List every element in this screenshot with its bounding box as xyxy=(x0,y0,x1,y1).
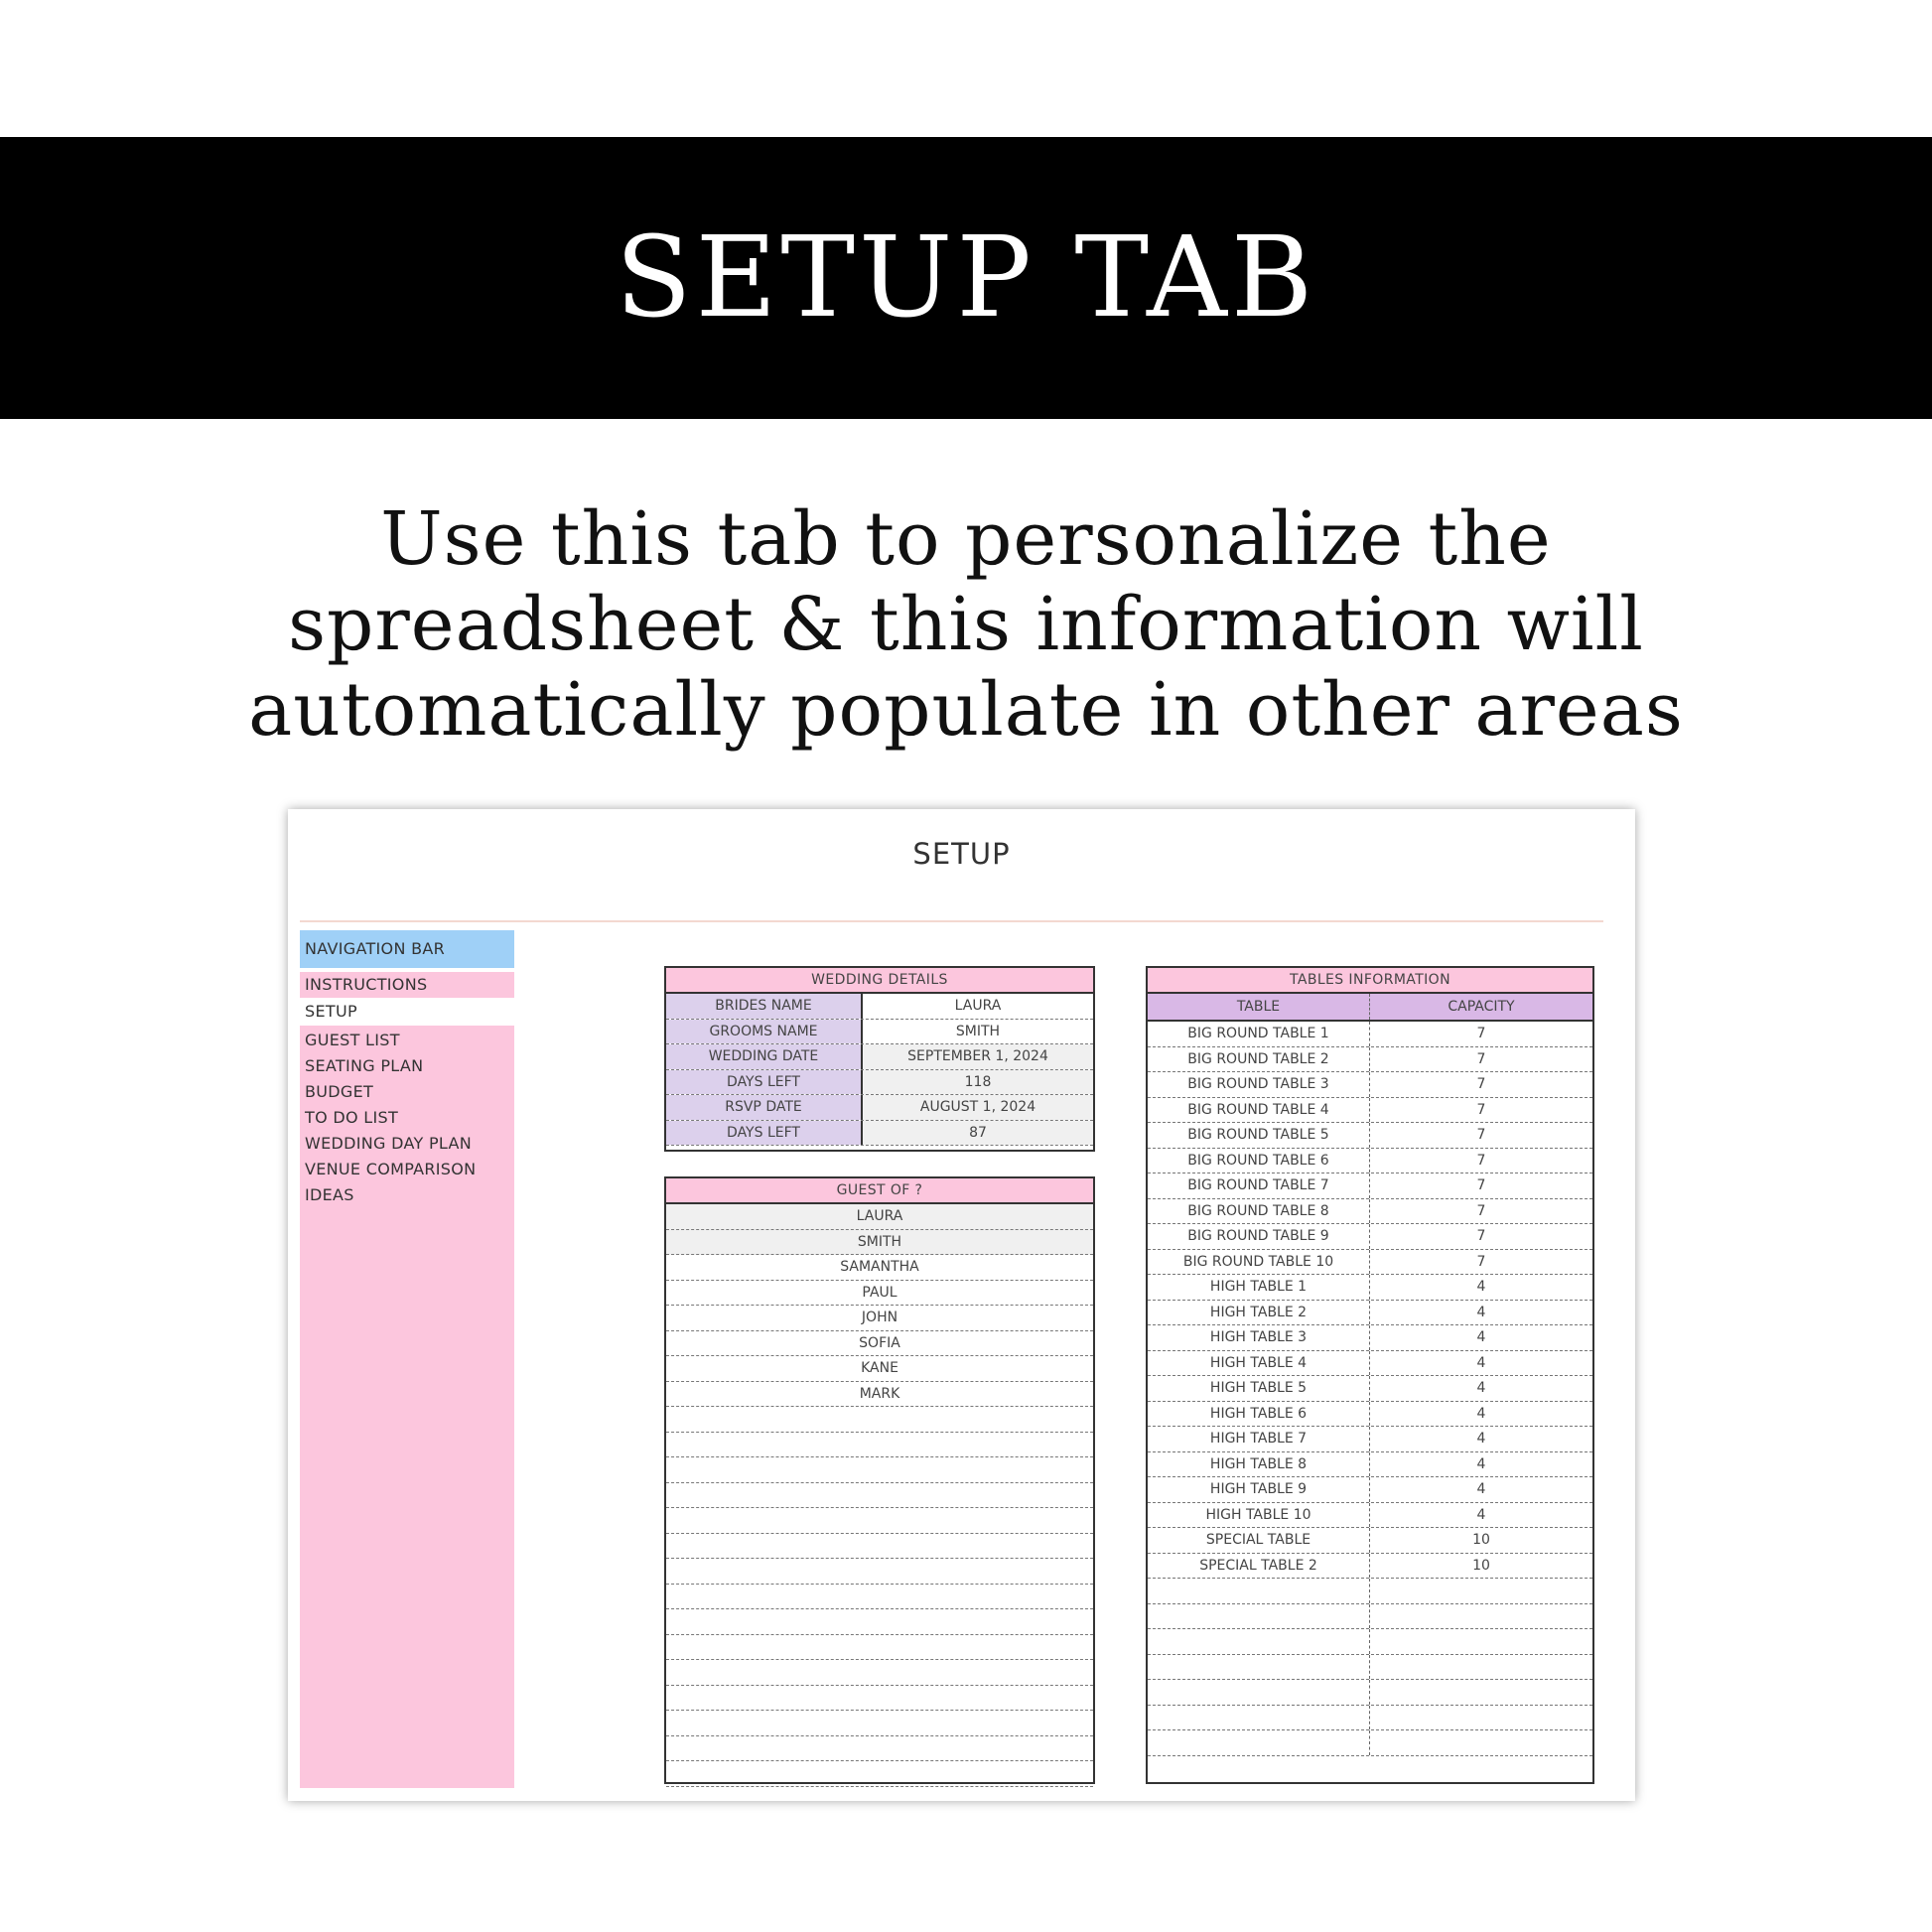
table-name-cell[interactable]: HIGH TABLE 3 xyxy=(1148,1325,1370,1350)
table-row xyxy=(666,1559,1093,1585)
guest-cell[interactable]: SMITH xyxy=(857,1233,902,1250)
table-row xyxy=(1148,1655,1592,1681)
table-name-cell[interactable]: HIGH TABLE 6 xyxy=(1148,1402,1370,1427)
table-name-cell[interactable] xyxy=(1148,1706,1370,1730)
capacity-cell[interactable]: 4 xyxy=(1476,1279,1486,1295)
detail-value-cell[interactable]: AUGUST 1, 2024 xyxy=(863,1095,1093,1120)
table-row xyxy=(1148,1427,1592,1452)
table-row xyxy=(666,1483,1093,1509)
guest-cell[interactable]: SOFIA xyxy=(859,1334,900,1351)
table-name-cell[interactable] xyxy=(1148,1604,1370,1629)
capacity-cell[interactable]: 4 xyxy=(1476,1455,1486,1472)
nav-item-wedding-day-plan[interactable]: WEDDING DAY PLAN xyxy=(305,1134,472,1153)
table-row xyxy=(1148,1680,1592,1706)
nav-item-setup[interactable]: SETUP xyxy=(300,998,514,1026)
capacity-cell[interactable]: 7 xyxy=(1476,1127,1486,1143)
nav-item-to-do-list[interactable]: TO DO LIST xyxy=(305,1108,399,1127)
guest-cell[interactable] xyxy=(666,1686,1093,1711)
table-name-cell[interactable]: BIG ROUND TABLE 9 xyxy=(1148,1224,1370,1249)
table-row xyxy=(666,1095,1093,1121)
table-name-cell[interactable]: BIG ROUND TABLE 6 xyxy=(1148,1149,1370,1173)
guest-cell[interactable]: LAURA xyxy=(856,1208,903,1224)
table-row xyxy=(1148,1376,1592,1402)
guest-of-table xyxy=(664,1176,1095,1784)
table-name-cell[interactable] xyxy=(1148,1655,1370,1680)
guest-cell[interactable]: KANE xyxy=(861,1360,898,1376)
table-name-cell[interactable]: HIGH TABLE 2 xyxy=(1148,1301,1370,1325)
detail-value-cell[interactable]: SMITH xyxy=(955,1023,1001,1039)
table-row xyxy=(666,1255,1093,1281)
nav-item-instructions[interactable]: INSTRUCTIONS xyxy=(300,972,514,998)
table-row xyxy=(1148,1199,1592,1225)
guest-cell[interactable] xyxy=(666,1609,1093,1634)
table-name-cell[interactable] xyxy=(1148,1579,1370,1603)
nav-item-budget[interactable]: BUDGET xyxy=(305,1082,374,1101)
table-row xyxy=(1148,1250,1592,1276)
table-row xyxy=(666,1044,1093,1070)
wedding-details-table xyxy=(664,966,1095,1152)
guest-cell[interactable]: MARK xyxy=(859,1385,900,1402)
capacity-cell[interactable] xyxy=(1370,1629,1592,1654)
table-row xyxy=(1148,1173,1592,1199)
table-row xyxy=(666,1331,1093,1357)
nav-item-guest-list[interactable]: GUEST LIST xyxy=(305,1031,400,1049)
table-row xyxy=(1148,1301,1592,1326)
tables-information-header: TABLES INFORMATION xyxy=(1148,968,1592,994)
guest-cell[interactable] xyxy=(666,1761,1093,1786)
detail-value-cell[interactable]: LAURA xyxy=(954,998,1002,1014)
table-row xyxy=(1148,1528,1592,1554)
divider xyxy=(300,920,1603,922)
table-row xyxy=(666,1635,1093,1661)
table-name-cell[interactable]: BIG ROUND TABLE 4 xyxy=(1148,1098,1370,1123)
guest-of-header: GUEST OF ? xyxy=(666,1178,1093,1204)
guest-cell[interactable] xyxy=(666,1711,1093,1735)
capacity-cell[interactable]: 7 xyxy=(1476,1101,1486,1118)
nav-item-seating-plan[interactable]: SEATING PLAN xyxy=(305,1056,424,1075)
table-row xyxy=(666,1609,1093,1635)
table-row xyxy=(666,1407,1093,1433)
capacity-cell[interactable]: 7 xyxy=(1476,1026,1486,1041)
capacity-cell[interactable]: 10 xyxy=(1472,1557,1490,1574)
table-row xyxy=(666,1382,1093,1408)
detail-label: BRIDES NAME xyxy=(666,994,863,1019)
table-row xyxy=(666,1736,1093,1762)
capacity-cell[interactable] xyxy=(1370,1604,1592,1629)
table-row xyxy=(666,1457,1093,1483)
capacity-cell[interactable]: 7 xyxy=(1476,1152,1486,1169)
tables-information-table xyxy=(1146,966,1594,1784)
table-row xyxy=(1148,1275,1592,1301)
table-row xyxy=(1148,1123,1592,1149)
guest-cell[interactable] xyxy=(666,1407,1093,1432)
table-row xyxy=(1148,1604,1592,1630)
nav-header: NAVIGATION BAR xyxy=(300,930,514,968)
table-row xyxy=(1148,1706,1592,1731)
guest-cell[interactable] xyxy=(666,1660,1093,1685)
table-row xyxy=(1148,1629,1592,1655)
table-row xyxy=(666,1020,1093,1045)
table-row xyxy=(666,994,1093,1020)
title-banner xyxy=(0,137,1932,419)
guest-cell[interactable]: SAMANTHA xyxy=(840,1259,919,1275)
detail-value-cell[interactable]: 87 xyxy=(863,1121,1093,1146)
guest-cell[interactable] xyxy=(666,1508,1093,1533)
detail-value-cell[interactable]: SEPTEMBER 1, 2024 xyxy=(863,1044,1093,1069)
wedding-details-header: WEDDING DETAILS xyxy=(666,968,1093,994)
banner-title: SETUP TAB xyxy=(615,213,1317,343)
table-row xyxy=(1148,1072,1592,1098)
detail-label: GROOMS NAME xyxy=(666,1020,863,1044)
capacity-cell[interactable]: 4 xyxy=(1476,1329,1486,1345)
table-row xyxy=(666,1508,1093,1534)
subtitle-line: automatically populate in other areas xyxy=(248,667,1684,753)
guest-cell[interactable] xyxy=(666,1483,1093,1508)
spreadsheet-screenshot xyxy=(288,809,1635,1801)
table-name-cell[interactable]: SPECIAL TABLE 2 xyxy=(1148,1554,1370,1579)
capacity-cell[interactable]: 4 xyxy=(1476,1304,1486,1320)
table-name-cell[interactable]: HIGH TABLE 10 xyxy=(1148,1503,1370,1528)
table-row xyxy=(1148,1579,1592,1604)
column-header-table: TABLE xyxy=(1148,994,1370,1020)
table-name-cell[interactable]: BIG ROUND TABLE 7 xyxy=(1148,1173,1370,1198)
table-row xyxy=(1148,1022,1592,1047)
guest-cell[interactable] xyxy=(666,1559,1093,1584)
capacity-cell[interactable]: 7 xyxy=(1476,1177,1486,1193)
capacity-cell[interactable] xyxy=(1370,1579,1592,1603)
nav-item-venue-comparison[interactable]: VENUE COMPARISON xyxy=(305,1160,477,1178)
table-name-cell[interactable] xyxy=(1148,1629,1370,1654)
table-row xyxy=(666,1433,1093,1458)
table-row xyxy=(1148,1730,1592,1756)
table-name-cell[interactable]: BIG ROUND TABLE 10 xyxy=(1148,1250,1370,1275)
table-row xyxy=(666,1761,1093,1787)
capacity-cell[interactable]: 4 xyxy=(1476,1354,1486,1371)
table-name-cell[interactable]: BIG ROUND TABLE 1 xyxy=(1148,1022,1370,1046)
table-name-cell[interactable]: BIG ROUND TABLE 2 xyxy=(1148,1047,1370,1072)
table-row xyxy=(1148,1351,1592,1377)
table-row xyxy=(666,1534,1093,1560)
capacity-cell[interactable]: 4 xyxy=(1476,1506,1486,1523)
table-name-cell[interactable]: HIGH TABLE 4 xyxy=(1148,1351,1370,1376)
guest-cell[interactable] xyxy=(666,1736,1093,1761)
capacity-cell[interactable] xyxy=(1370,1655,1592,1680)
table-name-cell[interactable] xyxy=(1148,1680,1370,1705)
tables-column-headers xyxy=(1148,994,1592,1022)
table-row xyxy=(1148,1503,1592,1529)
capacity-cell[interactable]: 7 xyxy=(1476,1228,1486,1244)
capacity-cell[interactable]: 7 xyxy=(1476,1253,1486,1270)
guest-cell[interactable] xyxy=(666,1585,1093,1609)
capacity-cell[interactable]: 7 xyxy=(1476,1202,1486,1219)
table-row xyxy=(1148,1149,1592,1174)
capacity-cell[interactable]: 4 xyxy=(1476,1405,1486,1422)
subtitle-line: spreadsheet & this information will xyxy=(288,582,1644,667)
guest-cell[interactable]: JOHN xyxy=(861,1310,898,1325)
capacity-cell[interactable]: 4 xyxy=(1476,1431,1486,1447)
guest-cell[interactable]: PAUL xyxy=(862,1284,897,1301)
capacity-cell[interactable] xyxy=(1370,1730,1592,1755)
table-row xyxy=(1148,1098,1592,1124)
capacity-cell[interactable]: 7 xyxy=(1476,1050,1486,1067)
table-row xyxy=(1148,1047,1592,1073)
table-row xyxy=(1148,1477,1592,1503)
table-name-cell[interactable]: BIG ROUND TABLE 8 xyxy=(1148,1199,1370,1224)
detail-label: RSVP DATE xyxy=(666,1095,863,1120)
table-name-cell[interactable]: BIG ROUND TABLE 3 xyxy=(1148,1072,1370,1097)
navigation-bar xyxy=(300,930,514,1788)
table-row xyxy=(1148,1402,1592,1428)
capacity-cell[interactable] xyxy=(1370,1706,1592,1730)
subtitle xyxy=(0,496,1932,753)
detail-value-cell[interactable]: 118 xyxy=(863,1070,1093,1095)
table-name-cell[interactable]: SPECIAL TABLE xyxy=(1148,1528,1370,1553)
table-row xyxy=(1148,1325,1592,1351)
table-name-cell[interactable]: HIGH TABLE 8 xyxy=(1148,1452,1370,1477)
subtitle-line: Use this tab to personalize the xyxy=(380,496,1552,582)
table-row xyxy=(1148,1554,1592,1580)
detail-label: DAYS LEFT xyxy=(666,1070,863,1095)
nav-item-ideas[interactable]: IDEAS xyxy=(305,1185,354,1204)
table-name-cell[interactable]: HIGH TABLE 9 xyxy=(1148,1477,1370,1502)
table-row xyxy=(666,1281,1093,1307)
table-row xyxy=(1148,1224,1592,1250)
table-row xyxy=(666,1204,1093,1230)
table-row xyxy=(666,1711,1093,1736)
table-row xyxy=(666,1686,1093,1712)
table-row xyxy=(666,1070,1093,1096)
table-name-cell[interactable]: HIGH TABLE 7 xyxy=(1148,1427,1370,1451)
guest-cell[interactable] xyxy=(666,1635,1093,1660)
table-name-cell[interactable]: HIGH TABLE 5 xyxy=(1148,1376,1370,1401)
capacity-cell[interactable] xyxy=(1370,1680,1592,1705)
capacity-cell[interactable]: 4 xyxy=(1476,1481,1486,1497)
detail-label: DAYS LEFT xyxy=(666,1121,863,1146)
table-row xyxy=(666,1230,1093,1256)
table-row xyxy=(666,1585,1093,1610)
table-name-cell[interactable]: HIGH TABLE 1 xyxy=(1148,1275,1370,1300)
guest-cell[interactable] xyxy=(666,1534,1093,1559)
table-row xyxy=(666,1356,1093,1382)
nav-list xyxy=(300,1026,514,1788)
sheet-title: SETUP xyxy=(912,837,1011,871)
table-row xyxy=(1148,1452,1592,1478)
guest-cell[interactable] xyxy=(666,1457,1093,1482)
detail-label: WEDDING DATE xyxy=(666,1044,863,1069)
table-row xyxy=(666,1121,1093,1147)
capacity-cell[interactable]: 4 xyxy=(1476,1380,1486,1396)
column-header-capacity: CAPACITY xyxy=(1448,999,1515,1015)
table-row xyxy=(666,1306,1093,1331)
table-row xyxy=(666,1660,1093,1686)
table-name-cell[interactable]: BIG ROUND TABLE 5 xyxy=(1148,1123,1370,1148)
table-name-cell[interactable] xyxy=(1148,1730,1370,1755)
capacity-cell[interactable]: 7 xyxy=(1476,1076,1486,1092)
guest-cell[interactable] xyxy=(666,1433,1093,1457)
capacity-cell[interactable]: 10 xyxy=(1472,1532,1490,1548)
